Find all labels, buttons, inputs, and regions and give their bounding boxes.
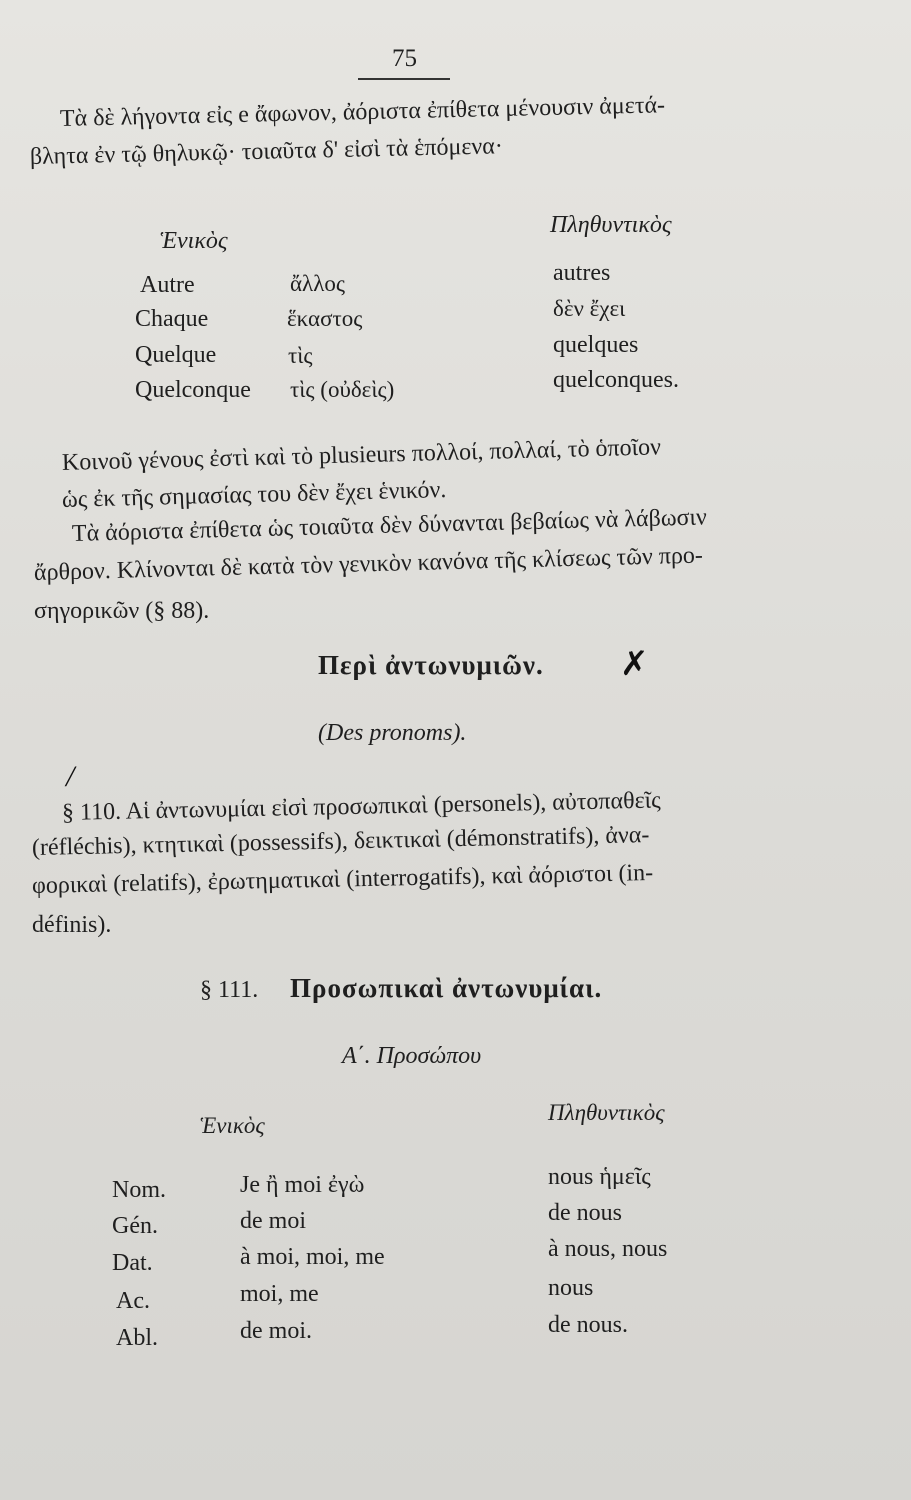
table2-head-singular: Ἑνικὸς: [200, 1113, 265, 1138]
intro-line-2: βλητα ἐν τῷ θηλυκῷ· τοιαῦτα δ' εἰσὶ τὰ ἑπόμενα·: [29, 133, 504, 170]
page-number: 75: [392, 45, 417, 72]
table1-head-singular: Ἑνικὸς: [160, 228, 228, 254]
table1-fr: Quelque: [135, 342, 217, 368]
table1-pl: quelques: [553, 332, 639, 358]
heading-pronouns: Περὶ ἀντωνυμιῶν.: [318, 650, 544, 680]
intro-line-1: Τὰ δὲ λήγοντα εἰς e ἄφωνον, ἀόριστα ἐπίθετα μένουσιν ἀμετά-: [59, 92, 666, 132]
table2-singular: Je ἢ moi ἐγὼ: [240, 1172, 365, 1198]
table2-singular: à moi, moi, me: [240, 1244, 385, 1270]
para110-line-4: définis).: [32, 912, 112, 938]
table1-pl: δὲν ἔχει: [553, 296, 626, 321]
table1-head-plural: Πληθυντικὸς: [550, 212, 672, 238]
table2-case: Ac.: [116, 1288, 150, 1314]
table2-plural: nous ἡμεῖς: [548, 1164, 651, 1190]
para1-line-2: ὡς ἐκ τῆς σημασίας του δὲν ἔχει ἑνικόν.: [61, 476, 447, 513]
header-rule: [358, 78, 450, 80]
table1-gr: τὶς: [288, 343, 313, 368]
para110-line-2: (réfléchis), κτητικαὶ (possessifs), δεικτικαὶ (démonstratifs), ἀνα-: [31, 822, 650, 861]
subheading-des-pronoms: (Des pronoms).: [318, 720, 467, 746]
para110-line-3: φορικαὶ (relatifs), ἐρωτηματικαὶ (interrogatifs), καὶ ἀόριστοι (in-: [31, 859, 654, 899]
table1-gr: ἕκαστος: [287, 306, 363, 331]
table1-pl: autres: [553, 260, 611, 286]
table2-case: Gén.: [112, 1213, 158, 1239]
table2-plural: à nous, nous: [548, 1236, 668, 1262]
para2-line-2: ἄρθρον. Κλίνονται δὲ κατὰ τὸν γενικὸν κανόνα τῆς κλίσεως τῶν προ-: [33, 542, 704, 586]
table2-case: Nom.: [112, 1177, 166, 1203]
table1-gr: τὶς (οὐδεὶς): [290, 377, 395, 402]
table2-head-plural: Πληθυντικὸς: [548, 1100, 665, 1125]
para110-line-1: § 110. Αἱ ἀντωνυμίαι εἰσὶ προσωπικαὶ (personels), αὐτοπαθεῖς: [61, 787, 661, 826]
table2-plural: de nous.: [548, 1312, 628, 1338]
table2-singular: de moi: [240, 1208, 306, 1234]
ink-mark-icon: ✗: [620, 646, 649, 683]
table1-gr: ἄλλος: [290, 271, 345, 296]
section111-number: § 111.: [200, 977, 259, 1003]
para2-line-1: Τὰ ἀόριστα ἐπίθετα ὡς τοιαῦτα δὲν δύνανται βεβαίως νὰ λάβωσιν: [71, 504, 708, 547]
para1-line-1: Κοινοῦ γένους ἐστὶ καὶ τὸ plusieurs πολλοί, πολλαί, τὸ ὁποῖον: [61, 434, 662, 476]
pencil-mark-icon: /: [66, 760, 75, 793]
table2-case: Abl.: [116, 1325, 158, 1351]
table1-fr: Quelconque: [135, 377, 251, 403]
table1-fr: Chaque: [135, 306, 209, 332]
section111-title: Προσωπικαὶ ἀντωνυμίαι.: [290, 973, 603, 1003]
para2-line-3: σηγορικῶν (§ 88).: [34, 598, 210, 624]
table2-plural: nous: [548, 1275, 594, 1301]
table2-case: Dat.: [112, 1250, 153, 1276]
subheading-person: Α΄. Προσώπου: [342, 1043, 482, 1069]
table1-fr: Autre: [140, 272, 195, 298]
table2-singular: de moi.: [240, 1318, 312, 1344]
table2-singular: moi, me: [240, 1281, 319, 1307]
table1-pl: quelconques.: [553, 367, 679, 393]
table2-plural: de nous: [548, 1200, 622, 1226]
